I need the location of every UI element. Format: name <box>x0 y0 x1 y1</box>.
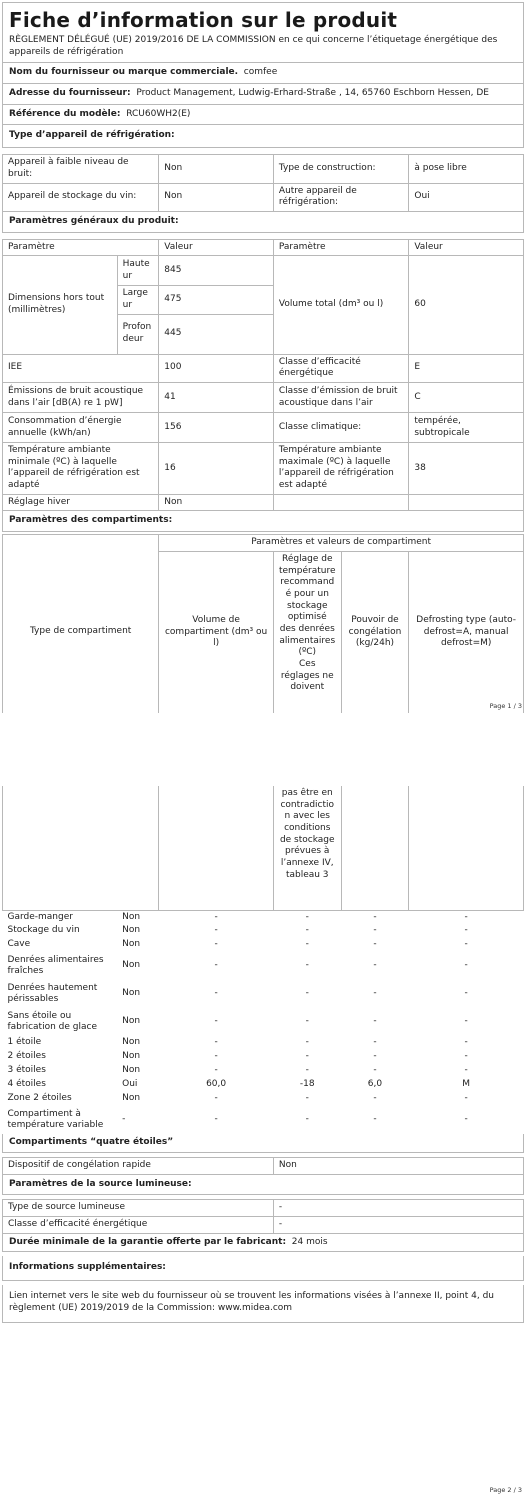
compartment-temp: - <box>305 911 309 922</box>
compartment-present: Non <box>122 960 141 971</box>
dimensions-label: Dimensions hors tout (millimètres) <box>3 256 118 354</box>
general-value: 156 <box>159 413 274 443</box>
dimension-value: 475 <box>159 286 274 314</box>
type-value: Non <box>159 155 274 183</box>
page-number-1: Page 1 / 3 <box>489 702 522 710</box>
compartment-row <box>3 910 524 924</box>
compartment-freeze: - <box>373 988 377 999</box>
compartment-volume: - <box>214 988 218 999</box>
dimension-name: Profondeur <box>117 314 159 354</box>
type-label: Appareil à faible niveau de bruit: <box>3 155 159 183</box>
compartments-table <box>2 786 524 1134</box>
compartment-defrost: - <box>464 925 468 936</box>
compartment-volume: - <box>214 939 218 950</box>
col-param: Paramètre <box>273 239 408 256</box>
type-value: à pose libre <box>409 155 524 183</box>
general-label: Émissions de bruit acoustique dans l’air [dB(A) re 1 pW] <box>3 383 159 413</box>
type-label: Appareil de stockage du vin: <box>3 183 159 211</box>
supplier-name-label: Nom du fournisseur ou marque commerciale. <box>9 67 239 78</box>
compartment-freeze: - <box>373 911 377 922</box>
compartment-defrost: - <box>464 988 468 999</box>
compartment-volume: - <box>214 1037 218 1048</box>
compartment-temp: - <box>305 988 309 999</box>
general-label: Classe climatique: <box>273 413 408 443</box>
compartment-freeze: - <box>373 1114 377 1125</box>
compartment-row <box>3 1008 524 1036</box>
compartment-defrost: - <box>464 911 468 922</box>
compartment-name: Zone 2 étoiles <box>7 1093 72 1104</box>
compartment-defrost: - <box>464 1065 468 1076</box>
general-label: Classe d’efficacité énergétique <box>273 354 408 382</box>
compartments-header: Paramètres des compartiments: <box>2 511 524 532</box>
compartment-freeze: - <box>373 939 377 950</box>
regulation-text: RÈGLEMENT DÉLÉGUÉ (UE) 2019/2016 DE LA COMMISSION en ce qui concerne l’étiquetage énergétique des appareils de réfrigération <box>9 35 498 57</box>
compartment-temp: - <box>305 1065 309 1076</box>
compartment-name: 4 étoiles <box>7 1079 46 1090</box>
light-header: Paramètres de la source lumineuse: <box>2 1175 524 1196</box>
compartment-name: Stockage du vin <box>7 925 80 936</box>
compartment-defrost: M <box>462 1079 471 1090</box>
general-row <box>3 443 524 495</box>
comp-cont-blank <box>3 786 159 910</box>
compartment-present: Non <box>122 988 141 999</box>
compartment-defrost: - <box>464 1114 468 1125</box>
warranty-row <box>2 1234 524 1253</box>
compartment-temp: - <box>305 960 309 971</box>
compartment-row <box>3 952 524 980</box>
supplier-name-value: comfee <box>243 67 278 78</box>
comp-col-volume: Volume de compartiment (dm³ ou l) <box>159 551 274 713</box>
comp-col-defrost: Defrosting type (auto-defrost=A, manual defrost=M) <box>409 551 524 713</box>
comp-col-freeze: Pouvoir de congélation (kg/24h) <box>341 551 409 713</box>
general-label: Température ambiante minimale (ºC) à laquelle l’appareil de réfrigération est adapté <box>3 443 159 495</box>
general-value: C <box>409 383 524 413</box>
compartment-volume: - <box>214 960 218 971</box>
compartment-row <box>3 1036 524 1050</box>
warranty-value: 24 mois <box>291 1236 328 1247</box>
comp-cont-blank <box>341 786 409 910</box>
compartment-present: Non <box>122 1051 141 1062</box>
comp-col-temp: Réglage de température recommandé pour un stockage optimisé des denrées alimentaires (ºC) Ces réglages ne doivent <box>273 551 341 713</box>
compartment-name: Sans étoile ou fabrication de glace <box>7 1010 97 1033</box>
light-class-label: Classe d’efficacité énergétique <box>3 1216 274 1233</box>
general-value: 41 <box>159 383 274 413</box>
compartment-present: - <box>122 1114 126 1125</box>
compartment-name: Denrées hautement périssables <box>7 982 98 1005</box>
compartment-volume: - <box>214 1093 218 1104</box>
warranty-label: Durée minimale de la garantie offerte par le fabricant: <box>9 1236 287 1247</box>
four-star-header: Compartiments “quatre étoiles” <box>2 1134 524 1153</box>
compartment-present: Oui <box>122 1079 138 1090</box>
light-class-value: - <box>273 1216 523 1233</box>
type-value: Non <box>159 183 274 211</box>
supplier-address-value: Product Management, Ludwig-Erhard-Straße , 14, 65760 Eschborn Hessen, DE <box>136 88 489 99</box>
compartment-name: Denrées alimentaires fraîches <box>7 954 104 977</box>
fast-freeze-label: Dispositif de congélation rapide <box>3 1157 274 1174</box>
compartment-freeze: - <box>373 1016 377 1027</box>
col-value: Valeur <box>409 239 524 256</box>
type-row <box>3 183 524 211</box>
general-value: tempérée, subtropicale <box>409 413 524 443</box>
comp-blank <box>3 535 159 552</box>
general-value: 38 <box>409 443 524 495</box>
compartment-freeze: - <box>373 1051 377 1062</box>
compartment-freeze: - <box>373 925 377 936</box>
general-parameters-table <box>2 239 524 512</box>
compartment-defrost: - <box>464 939 468 950</box>
comp-col-type: Type de compartiment <box>3 551 159 713</box>
compartment-temp: - <box>305 1051 309 1062</box>
general-label: Consommation d’énergie annuelle (kWh/an) <box>3 413 159 443</box>
general-value: E <box>409 354 524 382</box>
light-type-value: - <box>273 1200 523 1217</box>
compartment-name: 3 étoiles <box>7 1065 46 1076</box>
compartment-present: Non <box>122 925 141 936</box>
general-header: Paramètres généraux du produit: <box>2 212 524 233</box>
light-type-label: Type de source lumineuse <box>3 1200 274 1217</box>
col-value: Valeur <box>159 239 274 256</box>
dimension-name: Hauteur <box>117 256 159 286</box>
fast-freeze-table <box>2 1157 524 1175</box>
compartment-name: 1 étoile <box>7 1037 42 1048</box>
compartment-row <box>3 1078 524 1092</box>
compartment-freeze: - <box>373 1065 377 1076</box>
compartment-temp: - <box>305 1114 309 1125</box>
general-label <box>273 494 408 511</box>
general-value: Non <box>159 494 274 511</box>
dimension-value: 845 <box>159 256 274 286</box>
compartment-freeze: - <box>373 960 377 971</box>
compartment-row <box>3 1064 524 1078</box>
compartment-defrost: - <box>464 1051 468 1062</box>
page-2 <box>2 786 524 1323</box>
compartment-temp: - <box>305 1093 309 1104</box>
compartment-present: Non <box>122 911 141 922</box>
compartment-present: Non <box>122 939 141 950</box>
type-value: Oui <box>409 183 524 211</box>
general-label: IEE <box>3 354 159 382</box>
compartment-present: Non <box>122 1016 141 1027</box>
light-table <box>2 1199 524 1233</box>
type-label: Autre appareil de réfrigération: <box>273 183 408 211</box>
compartment-volume: - <box>214 1065 218 1076</box>
dimension-name: Largeur <box>117 286 159 314</box>
compartment-temp: - <box>305 1016 309 1027</box>
compartment-temp: - <box>305 925 309 936</box>
col-param: Paramètre <box>3 239 159 256</box>
general-row <box>3 413 524 443</box>
general-label: Température ambiante maximale (ºC) à laquelle l’appareil de réfrigération est adapté <box>273 443 408 495</box>
general-value: 100 <box>159 354 274 382</box>
fast-freeze-value: Non <box>273 1157 523 1174</box>
total-volume-label: Volume total (dm³ ou l) <box>273 256 408 354</box>
compartment-row <box>3 938 524 952</box>
compartment-present: Non <box>122 1093 141 1104</box>
supplier-address-label: Adresse du fournisseur: <box>9 88 131 99</box>
model-label: Référence du modèle: <box>9 108 121 119</box>
compartments-header-table <box>2 534 524 713</box>
compartment-defrost: - <box>464 1016 468 1027</box>
compartment-defrost: - <box>464 1093 468 1104</box>
compartment-freeze: 6,0 <box>367 1079 383 1090</box>
compartment-volume: - <box>214 1051 218 1062</box>
compartment-volume: 60,0 <box>206 1079 227 1090</box>
comp-cont-blank <box>409 786 524 910</box>
page-number-2: Page 2 / 3 <box>489 1486 522 1494</box>
general-label: Réglage hiver <box>3 494 159 511</box>
compartment-row <box>3 1106 524 1134</box>
comp-col-temp-cont: pas être en contradiction avec les conditions de stockage prévues à l’annexe IV, tableau 3 <box>273 786 341 910</box>
compartment-present: Non <box>122 1037 141 1048</box>
general-row <box>3 494 524 511</box>
comp-group-header: Paramètres et valeurs de compartiment <box>159 535 524 552</box>
supplier-name-row <box>2 63 524 84</box>
page-title: Fiche d’information sur le produit <box>9 8 398 32</box>
compartment-defrost: - <box>464 1037 468 1048</box>
compartment-temp: - <box>305 939 309 950</box>
compartment-name: Garde-manger <box>7 911 73 922</box>
compartment-temp: - <box>305 1037 309 1048</box>
supplier-address-row <box>2 84 524 105</box>
compartment-freeze: - <box>373 1093 377 1104</box>
additional-text: Lien internet vers le site web du fournisseur où se trouvent les informations visées à l’annexe II, point 4, du règlement (UE) 2019/2019 de la Commission: www.midea.com <box>2 1285 524 1323</box>
appliance-type-header: Type d’appareil de réfrigération: <box>2 125 524 148</box>
type-row <box>3 155 524 183</box>
compartment-present: Non <box>122 1065 141 1076</box>
general-value <box>409 494 524 511</box>
compartment-name: 2 étoiles <box>7 1051 46 1062</box>
compartment-volume: - <box>214 911 218 922</box>
compartment-row <box>3 924 524 938</box>
compartment-row <box>3 1050 524 1064</box>
comp-cont-blank <box>159 786 274 910</box>
compartment-freeze: - <box>373 1037 377 1048</box>
general-label: Classe d’émission de bruit acoustique dans l’air <box>273 383 408 413</box>
general-value: 16 <box>159 443 274 495</box>
model-row <box>2 105 524 126</box>
compartment-name: Compartiment à température variable <box>7 1108 104 1131</box>
compartment-row <box>3 980 524 1008</box>
compartment-defrost: - <box>464 960 468 971</box>
general-row <box>3 354 524 382</box>
general-header-row <box>3 239 524 256</box>
compartment-volume: - <box>214 925 218 936</box>
type-label: Type de construction: <box>273 155 408 183</box>
compartment-row <box>3 1092 524 1106</box>
model-value: RCU60WH2(E) <box>126 108 191 119</box>
compartment-temp: -18 <box>299 1079 315 1090</box>
dimension-value: 445 <box>159 314 274 354</box>
compartment-name: Cave <box>7 939 31 950</box>
appliance-type-table <box>2 154 524 212</box>
compartment-volume: - <box>214 1016 218 1027</box>
total-volume-value: 60 <box>409 256 524 354</box>
general-row <box>3 383 524 413</box>
page-1 <box>2 2 524 713</box>
additional-header: Informations supplémentaires: <box>2 1256 524 1281</box>
compartment-volume: - <box>214 1114 218 1125</box>
